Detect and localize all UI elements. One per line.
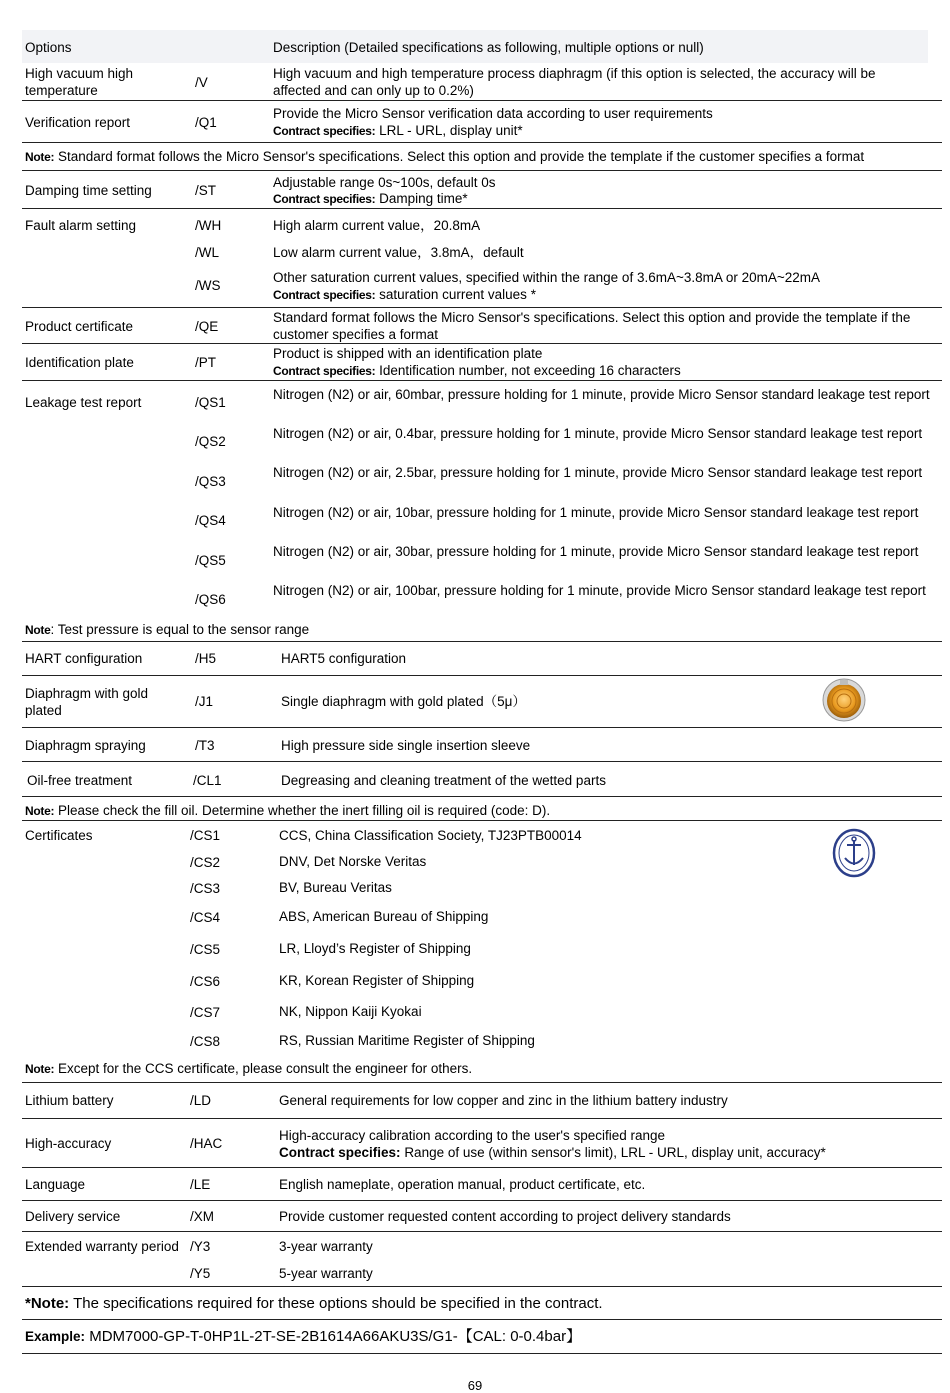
- spec-label: Contract specifies:: [273, 124, 376, 138]
- option-name: High vacuum high temperature: [25, 66, 134, 98]
- divider: [22, 727, 942, 728]
- option-code: /CS1: [190, 828, 221, 843]
- note-text: The specifications required for these options should be specified in the contract.: [73, 1295, 603, 1312]
- option-code: /QE: [195, 319, 219, 334]
- option-code: /CS8: [190, 1034, 221, 1049]
- divider: [22, 761, 942, 762]
- option-desc: General requirements for low copper and zinc in the lithium battery industry: [279, 1093, 728, 1108]
- option-desc: Provide customer requested content according to project delivery standards: [279, 1209, 731, 1224]
- option-name: Fault alarm setting: [25, 218, 137, 233]
- option-desc: BV, Bureau Veritas: [279, 880, 392, 895]
- spec-label: Contract specifies:: [273, 364, 376, 378]
- option-code: /QS2: [195, 434, 226, 449]
- divider: [22, 142, 942, 143]
- spec-label: Contract specifies:: [273, 192, 376, 206]
- option-name: HART configuration: [25, 651, 143, 666]
- option-code: /QS1: [195, 395, 226, 410]
- divider: [22, 1118, 942, 1119]
- option-name: Lithium battery: [25, 1093, 114, 1108]
- header-options: Options: [25, 40, 72, 55]
- option-desc: Nitrogen (N2) or air, 100bar, pressure holding for 1 minute, provide Micro Sensor standard leakage test report: [273, 583, 926, 598]
- divider: [22, 100, 942, 101]
- option-desc: Nitrogen (N2) or air, 0.4bar, pressure holding for 1 minute, provide Micro Sensor standard leakage test report: [273, 426, 923, 441]
- option-code: /LE: [190, 1177, 211, 1192]
- option-desc: Nitrogen (N2) or air, 30bar, pressure holding for 1 minute, provide Micro Sensor standard leakage test report: [273, 544, 919, 559]
- divider: [22, 675, 942, 676]
- option-name: Delivery service: [25, 1209, 121, 1224]
- option-code: /T3: [195, 738, 215, 753]
- option-code: /LD: [190, 1093, 212, 1108]
- header-description: Description (Detailed specifications as following, multiple options or null): [273, 40, 704, 55]
- option-desc: DNV, Det Norske Veritas: [279, 854, 427, 869]
- divider: [22, 820, 942, 821]
- option-name: Verification report: [25, 115, 131, 130]
- example-label: Example:: [25, 1329, 86, 1344]
- option-code: /XM: [190, 1209, 215, 1224]
- spec-text: Range of use (within sensor's limit), LRL - URL, display unit, accuracy*: [404, 1145, 826, 1160]
- note-text: Please check the fill oil. Determine whether the inert filling oil is required (code: D).: [57, 803, 551, 818]
- option-name: Damping time setting: [25, 183, 152, 198]
- option-code: /QS5: [195, 553, 226, 568]
- divider: [22, 1231, 942, 1232]
- option-desc: High-accuracy calibration according to the user's specified range: [279, 1128, 666, 1143]
- option-code: /WL: [195, 245, 220, 260]
- example-text: MDM7000-GP-T-0HP1L-2T-SE-2B1614A66AKU3S/G1-【CAL: 0-0.4bar】: [89, 1328, 582, 1345]
- option-code: /WS: [195, 278, 221, 293]
- divider: [22, 796, 942, 797]
- note-text: Except for the CCS certificate, please consult the engineer for others.: [57, 1061, 473, 1076]
- option-name: Oil-free treatment: [27, 773, 133, 788]
- option-code: /WH: [195, 218, 222, 233]
- option-desc: Nitrogen (N2) or air, 2.5bar, pressure holding for 1 minute, provide Micro Sensor standard leakage test report: [273, 465, 923, 480]
- option-code: /QS4: [195, 513, 226, 528]
- spec-text: LRL - URL, display unit*: [379, 123, 523, 138]
- spec-text: Identification number, not exceeding 16 characters: [379, 363, 681, 378]
- option-desc: RS, Russian Maritime Register of Shipping: [279, 1033, 535, 1048]
- option-name: High-accuracy: [25, 1136, 112, 1151]
- option-name: Diaphragm with gold plated: [25, 686, 149, 718]
- option-code: /ST: [195, 183, 217, 198]
- option-desc: ABS, American Bureau of Shipping: [279, 909, 489, 924]
- divider: [22, 1286, 942, 1287]
- option-desc: Nitrogen (N2) or air, 60mbar, pressure holding for 1 minute, provide Micro Sensor standard leakage test report: [273, 387, 930, 402]
- option-code: /V: [195, 75, 208, 90]
- note-text: Standard format follows the Micro Sensor's specifications. Select this option and provide the template if the customer specifies a format: [57, 149, 865, 164]
- option-name: Diaphragm spraying: [25, 738, 146, 753]
- spec-label: Contract specifies:: [279, 1145, 401, 1160]
- note-label: Note:: [25, 804, 55, 818]
- option-desc: 5-year warranty: [279, 1266, 373, 1281]
- spec-label: Contract specifies:: [273, 288, 376, 302]
- option-desc: Low alarm current value，3.8mA，default: [273, 245, 524, 260]
- option-desc: Other saturation current values, specified within the range of 3.6mA~3.8mA or 20mA~22mA: [273, 270, 821, 285]
- divider: [22, 1167, 942, 1168]
- option-code: /CS3: [190, 881, 221, 896]
- option-desc: Product is shipped with an identification plate: [273, 346, 543, 361]
- option-name: Identification plate: [25, 355, 134, 370]
- option-desc: LR, Lloyd’s Register of Shipping: [279, 941, 471, 956]
- option-code: /Q1: [195, 115, 217, 130]
- option-desc: High pressure side single insertion sleeve: [281, 738, 531, 753]
- option-desc: Nitrogen (N2) or air, 10bar, pressure holding for 1 minute, provide Micro Sensor standard leakage test report: [273, 505, 919, 520]
- option-code: /H5: [195, 651, 217, 666]
- option-code: /CS7: [190, 1005, 221, 1020]
- option-desc: KR, Korean Register of Shipping: [279, 973, 475, 988]
- option-code: /HAC: [190, 1136, 223, 1151]
- option-desc: HART5 configuration: [281, 651, 407, 666]
- option-desc: High alarm current value，20.8mA: [273, 218, 481, 233]
- divider: [22, 208, 942, 209]
- option-name: Language: [25, 1177, 86, 1192]
- note-label: Note:: [25, 1062, 55, 1076]
- option-desc: Adjustable range 0s~100s, default 0s: [273, 175, 496, 190]
- option-desc: Degreasing and cleaning treatment of the wetted parts: [281, 773, 606, 788]
- option-code: /CL1: [193, 773, 222, 788]
- divider: [22, 1200, 942, 1201]
- option-desc: Single diaphragm with gold plated（5μ）: [281, 694, 526, 709]
- option-code: /QS6: [195, 592, 226, 607]
- option-desc: Standard format follows the Micro Sensor's specifications. Select this option and provide the template if the customer specifies a format: [273, 310, 911, 342]
- option-desc: CCS, China Classification Society, TJ23PTB00014: [279, 828, 582, 843]
- note-label: Note:: [25, 150, 55, 164]
- option-name: Certificates: [25, 828, 93, 843]
- divider: [22, 307, 942, 308]
- option-desc: High vacuum and high temperature process diaphragm (if this option is selected, the accuracy will be affected and can only up to 0.2%): [273, 66, 876, 98]
- option-desc: Provide the Micro Sensor verification data according to user requirements: [273, 106, 713, 121]
- note-text: : Test pressure is equal to the sensor range: [50, 622, 310, 637]
- option-desc: NK, Nippon Kaiji Kyokai: [279, 1004, 422, 1019]
- option-code: /J1: [195, 694, 214, 709]
- option-code: /Y3: [190, 1239, 211, 1254]
- option-name: Leakage test report: [25, 395, 142, 410]
- divider: [22, 1082, 942, 1083]
- option-code: /Y5: [190, 1266, 211, 1281]
- divider: [22, 343, 942, 344]
- page-number: 69: [467, 1378, 483, 1393]
- option-code: /CS2: [190, 855, 221, 870]
- option-code: /PT: [195, 355, 217, 370]
- note-label: Note: [25, 623, 51, 637]
- option-name: Product certificate: [25, 319, 134, 334]
- option-code: /QS3: [195, 474, 226, 489]
- divider: [22, 641, 942, 642]
- gold-diaphragm-icon: [822, 678, 866, 722]
- option-code: /CS5: [190, 942, 221, 957]
- spec-text: Damping time*: [379, 191, 468, 206]
- option-name: Extended warranty period: [25, 1239, 179, 1254]
- option-desc: 3-year warranty: [279, 1239, 373, 1254]
- divider: [22, 170, 942, 171]
- divider: [22, 1319, 942, 1320]
- ccs-anchor-seal-icon: [832, 828, 876, 878]
- spec-text: saturation current values *: [379, 287, 536, 302]
- option-desc: English nameplate, operation manual, product certificate, etc.: [279, 1177, 646, 1192]
- option-code: /CS4: [190, 910, 221, 925]
- divider: [22, 1353, 942, 1354]
- note-label: *Note:: [25, 1295, 70, 1312]
- option-code: /CS6: [190, 974, 221, 989]
- divider: [22, 380, 942, 381]
